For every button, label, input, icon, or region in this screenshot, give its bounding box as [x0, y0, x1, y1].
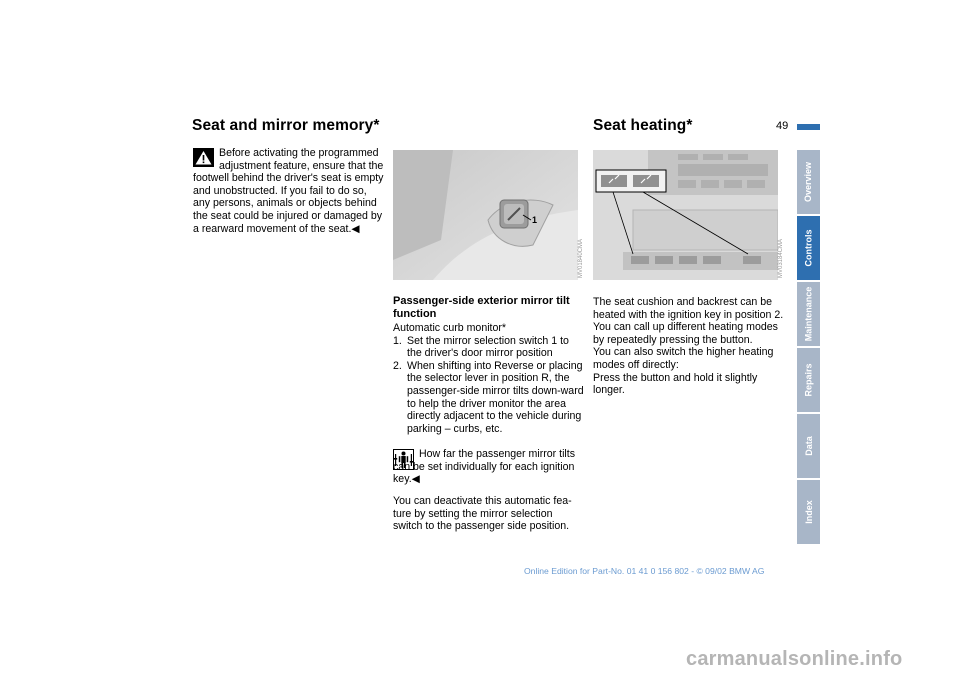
end-mark: ◀: [351, 222, 360, 235]
image-code-right: MV03184CMA: [778, 238, 784, 278]
steps-list: [393, 335, 585, 436]
mirror-tilt-body: [393, 322, 585, 435]
warning-paragraph: [193, 147, 385, 235]
note-text: How far the passenger mirror tilts can be set individually for each ignition key.: [393, 448, 576, 486]
warning-text: adjustment feature, ensure that the footwell behind the driver's seat is empty and unobstructed. If you fail to do so, any persons, animals or objects behind the seat could be injured or damaged by a rearward movement of the seat.: [193, 159, 384, 235]
tab-index[interactable]: Index: [797, 480, 820, 544]
end-mark: ◀: [411, 473, 420, 486]
door-mirror-switch-image: [393, 150, 578, 280]
footer-edition-note: Online Edition for Part-No. 01 41 0 156 802 - © 09/02 BMW AG: [524, 566, 765, 576]
page-marker-bar: [797, 124, 820, 130]
section-title-seat-mirror-memory: Seat and mirror memory*: [192, 117, 380, 134]
callout-label-1: 1: [532, 215, 538, 225]
image-code-middle: MV01840CMA: [578, 238, 584, 278]
seat-heating-paragraph: You can also switch the higher heating modes off directly:: [593, 346, 774, 371]
tab-overview[interactable]: Overview: [797, 150, 820, 214]
seat-heating-text: [593, 296, 787, 397]
list-item: 1. Set the mirror selection switch 1 to the driver's door mirror position: [393, 334, 569, 360]
seat-heating-buttons-image: [593, 150, 778, 280]
section-title-seat-heating: Seat heating*: [593, 117, 693, 134]
note-paragraph: [393, 448, 585, 486]
seat-heating-paragraph: You can call up different heating modes by repeatedly pressing the button.: [593, 321, 778, 346]
tab-data[interactable]: Data: [797, 414, 820, 478]
heading-mirror-tilt: Passenger-side exterior mirror tilt function: [393, 295, 570, 320]
tab-controls[interactable]: Controls: [797, 216, 820, 280]
seat-heating-paragraph: The seat cushion and backrest can be heated with the ignition key in position 2.: [593, 296, 784, 321]
warning-first-line: Before activating the programmed: [219, 147, 379, 159]
watermark: carmanualsonline.info: [686, 648, 903, 670]
list-item: 2. When shifting into Reverse or placing the selector lever in position R, the passenger-side mirror tilts down-ward to help the driver monitor the area directly adjacent to the vehicle during parking – curbs, etc.: [393, 359, 584, 435]
deactivate-paragraph: You can deactivate this automatic fea-ture by setting the mirror selection switch to the passenger side position.: [393, 495, 572, 533]
tab-repairs[interactable]: Repairs: [797, 348, 820, 412]
tab-maintenance[interactable]: Maintenance: [797, 282, 820, 346]
page-number: 49: [776, 120, 789, 132]
seat-heating-paragraph: Press the button and hold it slightly longer.: [593, 371, 758, 397]
subheading-curb-monitor: Automatic curb monitor*: [393, 322, 507, 334]
